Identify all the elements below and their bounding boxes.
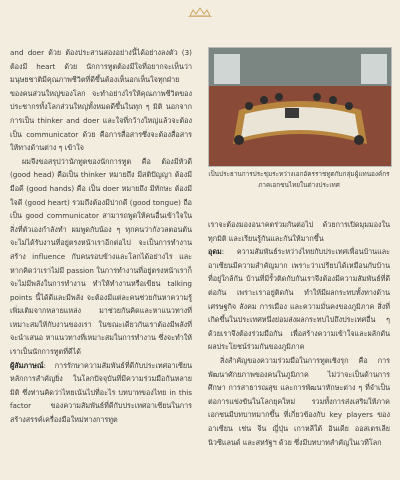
left-text-column xyxy=(10,46,192,427)
interviewer-label: ผู้สัมภาษณ์ xyxy=(10,360,44,370)
interviewee-label: อุดม xyxy=(208,247,222,257)
right-paragraph-3: สิ่งสำคัญของความร่วมมือในการทูตเชิงรุก คือ การพัฒนาศักยภาพของคนในภูมิภาค ไม่ว่าจะเป็นด้านการศึกษา การสาธารณสุข และการพัฒนาทักษะต่าง ๆ ที่จำเป็นต่อการแข่งขันในโลกยุคใหม่ รวมทั้งการส่งเสริมให้ภาคเอกชนมีบทบาทมากขึ้น ที่เกี่ยวข้องกับ key players ของอาเซียน เช่น จีน ญี่ปุ่น เกาหลีใต้ อินเดีย ออสเตรเลีย นิวซีแลนด์ และสหรัฐฯ ด้วย ซึ่งมีบทบาทสำคัญในเวทีโลก xyxy=(208,355,390,447)
header-crown-ornament-icon xyxy=(188,7,212,17)
meeting-photo xyxy=(208,47,392,167)
interviewer-question: : การรักษาความสัมพันธ์ที่ดีกับประเทศอาเซียนหลักการสำคัญยิ่ง ในโลกปัจจุบันที่มีความร่วมมือกันหลายมิติ ซึ่งท่านคิดว่าไทยเน้นไปที่อะไร บทบาทของไทย in this factor ของความสัมพันธ์ที่ดีกับประเทศอาเซียนในการสร้างสรรค์เครื่องมือใหม่ทางการทูต xyxy=(10,360,192,425)
right-paragraph-1: เราจะต้องมองอนาคตร่วมกันต่อไป ด้วยการเปิดมุมมองในทุกมิติ และเรียนรู้กันและกันให้มากขึ้น xyxy=(208,220,390,243)
interviewee-answer: : ความสัมพันธ์ระหว่างไทยกับประเทศเพื่อนบ้านและอาเซียนมีความสำคัญมาก เพราะว่าเปรียบได้เหมือนกับบ้านที่อยู่ใกล้กัน บ้านที่มีรั้วติดกับกันเราจึงต้องมีความสัมพันธ์ที่ดีต่อกัน เพราะเราอยู่ติดกัน ทำให้มีผลกระทบทั้งทางด้านเศรษฐกิจ สังคม การเมือง และความมั่นคงของภูมิภาค สิ่งที่เกิดขึ้นในประเทศหนึ่งย่อมส่งผลกระทบไปถึงประเทศอื่น ๆ ด้วยเราจึงต้องร่วมมือกัน เพื่อสร้างความเข้าใจและผลักดันผลประโยชน์ร่วมกันของภูมิภาค xyxy=(208,247,390,352)
left-paragraph-2: ผมจึงขอสรุปว่านักทูตของนักการทูต คือ ต้องมีหัวดี (good head) คือเป็น thinker หมายถึง มีสติปัญญา ต้องมีมือดี (good hands) คือ เป็น doer หมายถึง มีทักษะ ต้องมีใจดี (good heart) รวมถึงต้องมีปากดี (good tongue) ถือเป็น good communicator สามารถพูดให้คนอื่นเข้าใจในสิ่งที่ตัวเองกำลังทำ ผมพูดกับน้อง ๆ ทุกคนว่ากังวลตอนต้นจะไม่ได้รับงานที่อยู่ตรงหน้าเราอีกต่อไป จะเป็นการทำงานสร้าง influence กับคนรอบข้างและโลกได้อย่างไร และหากคิดว่าเราไม่มี passion ในการทำงานที่อยู่ตรงหน้าเราก็จะไม่มีพลังในการทำงาน ทำให้ทำงานหรือเขียน talking points นี้ได้ดีและมีพลัง จะต้องมีแต่ละคนช่วยกันหาความรู้เพิ่มเติมจากหลายแหล่ง มาช่วยกันคิดและหาแนวทางที่เหมาะสมให้กับงานของเรา ในขณะเดียวกันเราต้องมีพลังที่จะนำเสนอ หาแนวทางที่เหมาะสมในการทำงาน ซึ่งจะทำให้เราเป็นนักการทูตที่ดีได้ xyxy=(10,156,192,357)
right-text-column xyxy=(208,218,390,449)
right-paragraph-2 xyxy=(208,245,390,354)
meeting-room-illustration xyxy=(209,48,391,166)
photo-caption: เป็นประธานการประชุมระหว่างเอกอัครราชทูตกับกลุ่มผู้แทนองค์กรภาคเอกชนไทยในต่างประเทศ xyxy=(208,170,390,189)
left-paragraph-3 xyxy=(10,359,192,427)
left-paragraph-1: and doer ด้วย ต้องประสานสองอย่างนี้ได้อย่างลงตัว (3) ต้องมี heart ด้วย นักการทูตต้องมีใจที่อยากจะเห็นว่ามนุษยชาติมีคุณภาพชีวิตที่ดีขึ้นต้องเห็นอกเห็นใจทุกฝ่าย ของคนส่วนใหญ่ของโลก จะทำอย่างไรให้คุณภาพชีวิตของประชากรทั้งโลกส่วนใหญ่ทั้งหมดดีขึ้นในทุก ๆ มิติ นอกจากการเป็น thinker and doer และใจที่กว้างใหญ่แล้วจะต้องเป็น communicator ด้วย คือการสื่อสารซึ่งจะต้องสื่อสารให้ทางด้านต่าง ๆ เข้าใจ xyxy=(10,48,192,153)
